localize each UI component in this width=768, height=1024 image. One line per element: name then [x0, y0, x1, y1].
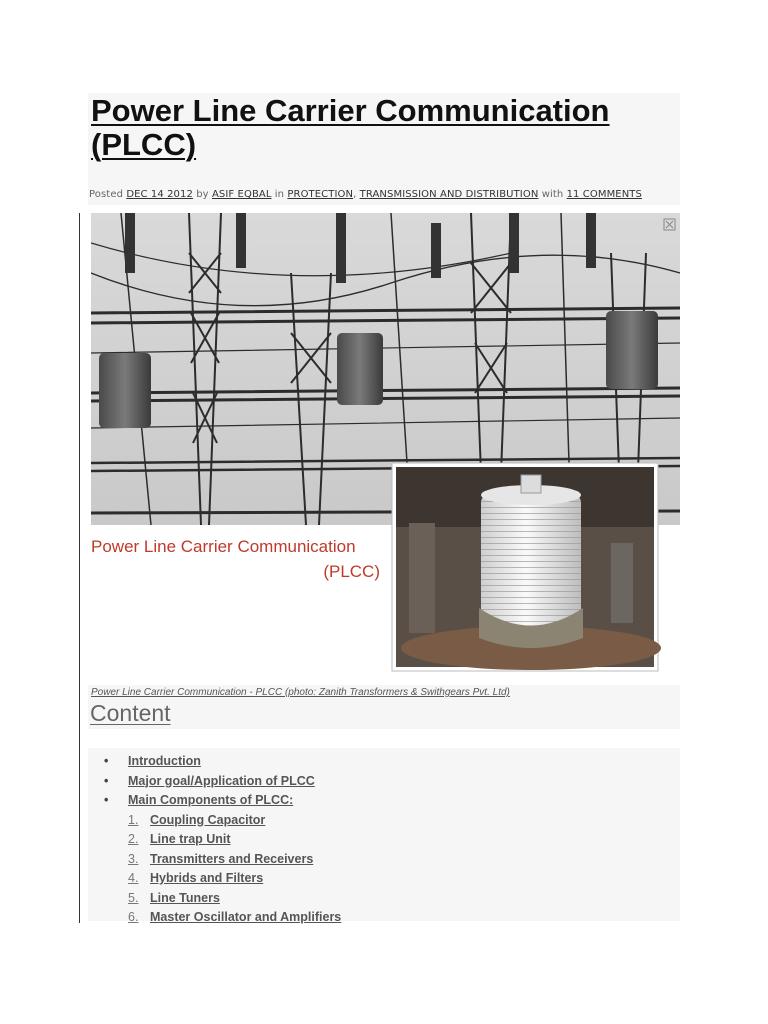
toc-link-master-oscillator[interactable]: Master Oscillator and Amplifiers [150, 910, 342, 924]
toc-subitem[interactable] [104, 908, 341, 928]
category-link-transmission[interactable]: TRANSMISSION AND DISTRIBUTION [359, 189, 539, 200]
toc-item[interactable] [104, 772, 341, 792]
content-heading: Content [90, 700, 171, 726]
with-label: with [541, 189, 564, 200]
toc-link-introduction[interactable]: Introduction [128, 754, 201, 768]
toc-subitem[interactable] [104, 869, 341, 889]
toc-subitem-number: 3. [128, 851, 139, 866]
toc-link-hybrids-filters[interactable]: Hybrids and Filters [150, 871, 264, 885]
in-label: in [274, 189, 285, 200]
table-of-contents [104, 752, 341, 928]
toc-link-main-components[interactable]: Main Components of PLCC: [128, 793, 294, 807]
posted-label: Posted [89, 189, 124, 200]
toc-subitem-number: 6. [128, 910, 139, 924]
toc-subitem-number: 2. [128, 832, 139, 846]
category-link-protection[interactable]: PROTECTION [287, 189, 354, 200]
toc-subitem-number: 5. [128, 890, 139, 905]
bullet-icon: • [104, 793, 109, 807]
toc-link-transmitters-receivers[interactable]: Transmitters and Receivers [150, 851, 314, 866]
post-date-link[interactable]: DEC 14 2012 [126, 189, 193, 200]
by-label: by [196, 189, 209, 200]
toc-subitem-number: 4. [128, 871, 139, 885]
hero-overlay-line2: (PLCC) [323, 562, 380, 581]
inset-photo [392, 463, 661, 671]
toc-subitem[interactable] [104, 889, 341, 909]
left-border-line [79, 213, 80, 923]
toc-item[interactable] [104, 791, 341, 811]
comments-link[interactable]: 11 COMMENTS [566, 189, 642, 200]
toc-subitem[interactable] [104, 850, 341, 870]
article-title[interactable]: Power Line Carrier Communication (PLCC) [91, 93, 610, 162]
bullet-icon: • [104, 754, 109, 768]
category-separator: , [353, 189, 357, 200]
author-link[interactable]: ASIF EQBAL [211, 189, 272, 200]
hero-overlay-line1: Power Line Carrier Communication [91, 537, 356, 556]
toc-link-line-trap[interactable]: Line trap Unit [150, 832, 231, 846]
toc-link-line-tuners[interactable]: Line Tuners [150, 890, 220, 905]
toc-subitem-number: 1. [128, 812, 139, 827]
toc-item[interactable] [104, 752, 341, 772]
hero-image[interactable] [91, 213, 680, 682]
bullet-icon: • [104, 773, 109, 788]
toc-link-major-goal[interactable]: Major goal/Application of PLCC [128, 773, 315, 788]
image-caption[interactable]: Power Line Carrier Communication - PLCC (photo: Zanith Transformers & Swithgears Pvt. Ltd) [91, 687, 510, 698]
toc-link-coupling-capacitor[interactable]: Coupling Capacitor [150, 812, 266, 827]
toc-subitem[interactable] [104, 811, 341, 831]
toc-subitem[interactable] [104, 830, 341, 850]
post-meta [89, 189, 642, 200]
